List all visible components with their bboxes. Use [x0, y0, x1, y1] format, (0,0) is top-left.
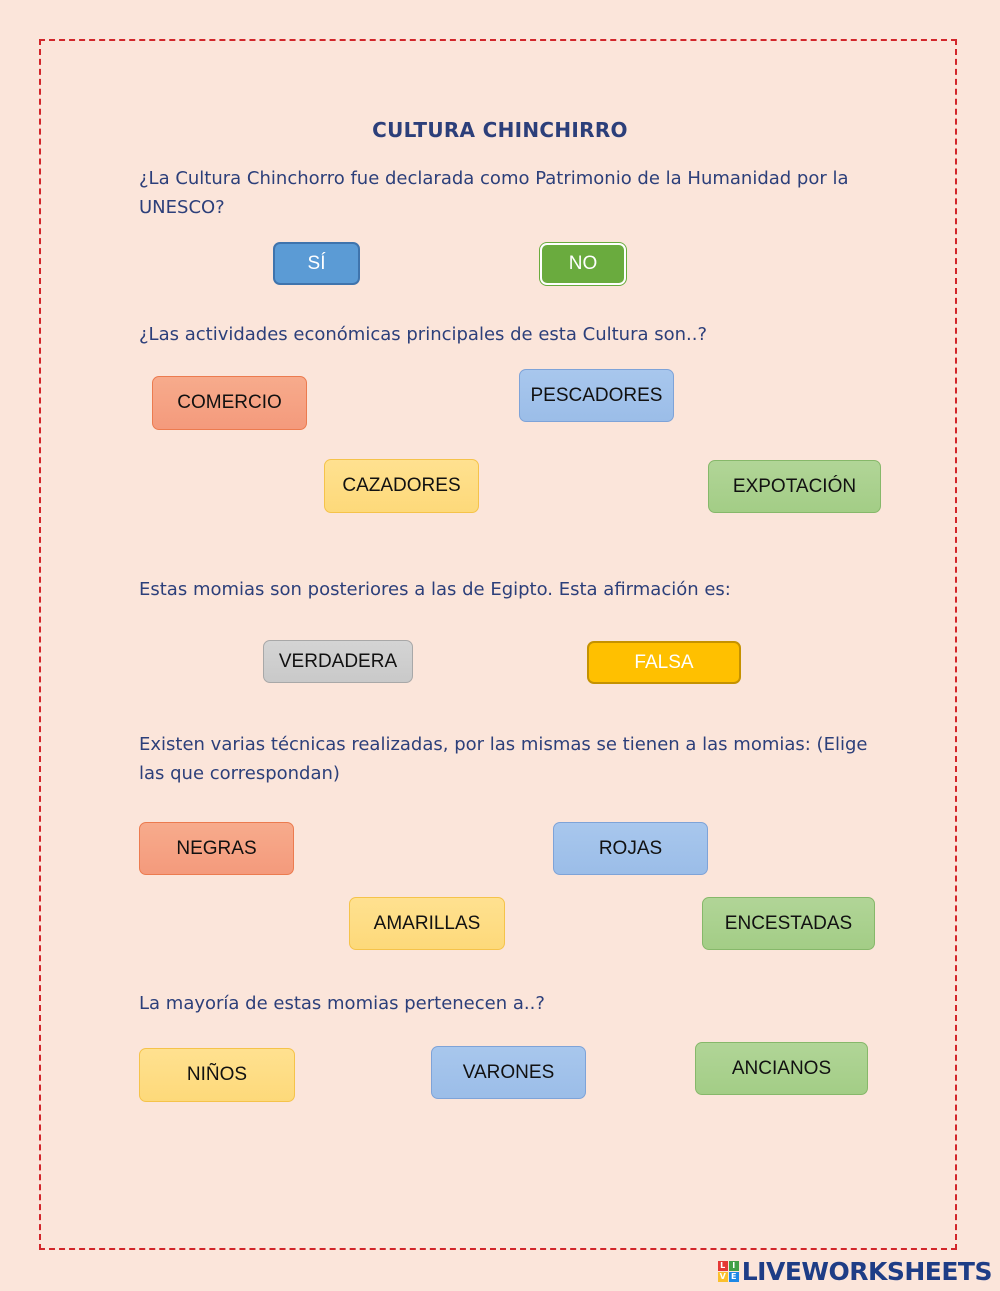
option-si-button[interactable]: SÍ: [273, 242, 360, 285]
liveworksheets-logo-text: LIVEWORKSHEETS: [741, 1256, 992, 1286]
liveworksheets-logo-icon: L I V E: [718, 1261, 739, 1282]
option-no-button[interactable]: NO: [540, 243, 626, 285]
option-varones-button[interactable]: VARONES: [431, 1046, 586, 1099]
option-ancianos-button[interactable]: ANCIANOS: [695, 1042, 868, 1095]
worksheet-title: CULTURA CHINCHIRRO: [372, 118, 628, 142]
liveworksheets-logo: [718, 1257, 992, 1285]
option-expotacion-button[interactable]: EXPOTACIÓN: [708, 460, 881, 513]
question-3-text: Estas momias son posteriores a las de Egipto. Esta afirmación es:: [139, 579, 731, 600]
question-5-text: La mayoría de estas momias pertenecen a..?: [139, 993, 545, 1014]
option-amarillas-button[interactable]: AMARILLAS: [349, 897, 505, 950]
option-verdadera-button[interactable]: VERDADERA: [263, 640, 413, 683]
option-comercio-button[interactable]: COMERCIO: [152, 376, 307, 430]
option-falsa-button[interactable]: FALSA: [587, 641, 741, 684]
option-rojas-button[interactable]: ROJAS: [553, 822, 708, 875]
question-1-text: ¿La Cultura Chinchorro fue declarada como Patrimonio de la Humanidad por la UNESCO?: [139, 168, 849, 218]
option-ninos-button[interactable]: NIÑOS: [139, 1048, 295, 1102]
question-2-text: ¿Las actividades económicas principales de esta Cultura son..?: [139, 324, 708, 345]
option-cazadores-button[interactable]: CAZADORES: [324, 459, 479, 513]
question-4-text: Existen varias técnicas realizadas, por las mismas se tienen a las momias: (Elige las que correspondan): [139, 734, 868, 784]
option-negras-button[interactable]: NEGRAS: [139, 822, 294, 875]
option-pescadores-button[interactable]: PESCADORES: [519, 369, 674, 422]
option-encestadas-button[interactable]: ENCESTADAS: [702, 897, 875, 950]
